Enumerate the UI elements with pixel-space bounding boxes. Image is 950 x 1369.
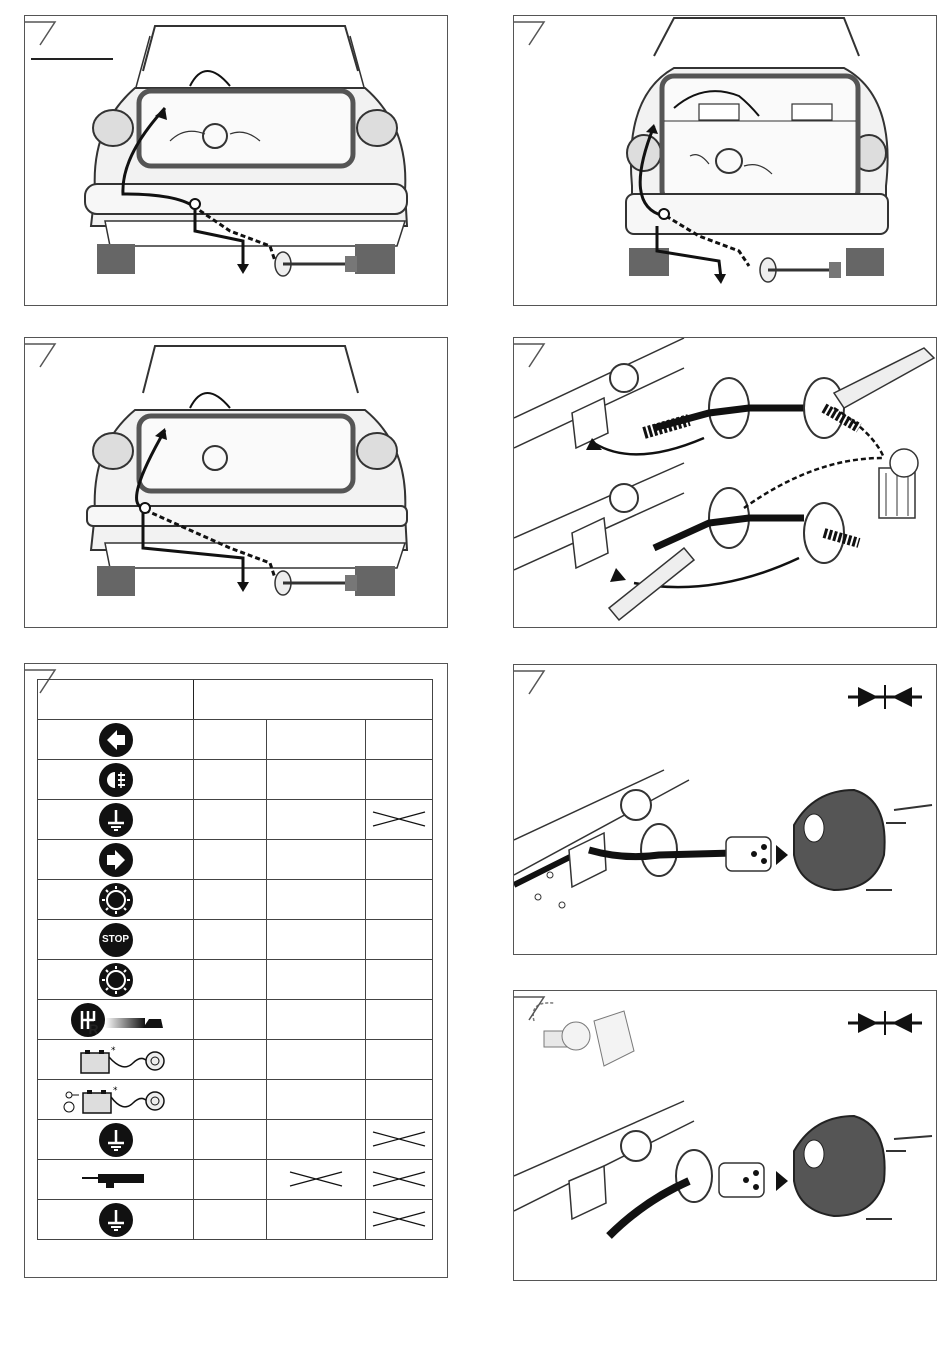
panel-socket-assembly-1 (513, 664, 937, 955)
table-cell-pin (194, 1200, 267, 1240)
car-rear-icon (514, 16, 937, 306)
table-cell-function (38, 800, 194, 840)
battery-ignition-power-icon (61, 1083, 171, 1117)
table-cell-pin (194, 1080, 267, 1120)
reverse-light-icon: R (71, 1003, 161, 1037)
table-cell-pin (194, 1040, 267, 1080)
table-cell-pin (267, 1040, 366, 1080)
right-turn-indicator-icon (99, 843, 133, 877)
table-cell-function (38, 960, 194, 1000)
table-row (38, 1040, 433, 1080)
table-cell-pin (366, 1080, 433, 1120)
left-turn-indicator-icon (99, 723, 133, 757)
table-cell-pin (267, 920, 366, 960)
not-applicable-cross-icon (371, 1170, 427, 1188)
battery-permanent-power-icon (61, 1043, 171, 1077)
table-row (38, 1160, 433, 1200)
table-header-row (38, 680, 433, 720)
ground-icon (99, 803, 133, 837)
panel-estate-routing (513, 15, 937, 306)
table-cell-function (38, 880, 194, 920)
table-cell-pin (267, 880, 366, 920)
table-cell-pin (366, 800, 433, 840)
table-cell-function (38, 1000, 194, 1040)
sensor-line-icon (76, 1165, 156, 1195)
table-cell-pin (366, 760, 433, 800)
table-cell-pin (267, 960, 366, 1000)
corner-tab-icon (514, 338, 564, 368)
table-cell-function (38, 720, 194, 760)
table-cell-pin (194, 720, 267, 760)
table-cell-function (38, 760, 194, 800)
table-cell-pin (267, 840, 366, 880)
socket-plate-icon (514, 338, 937, 628)
table-cell-pin (194, 960, 267, 1000)
table-cell-pin (366, 720, 433, 760)
table-cell-pin (267, 1120, 366, 1160)
compress-arrows-icon (848, 685, 922, 709)
table-row (38, 960, 433, 1000)
table-cell-function (38, 1120, 194, 1160)
table-cell-pin (366, 880, 433, 920)
table-row (38, 1120, 433, 1160)
table-cell-pin (366, 1200, 433, 1240)
table-cell-pin (267, 760, 366, 800)
table-cell-pin (267, 1200, 366, 1240)
table-cell-pin (194, 1120, 267, 1160)
corner-tab-icon (25, 338, 75, 368)
table-cell-function (38, 1200, 194, 1240)
ground-icon (99, 1123, 133, 1157)
left-tail-light-icon (99, 963, 133, 997)
table-cell-function (38, 1040, 194, 1080)
table-cell-pin (194, 760, 267, 800)
table-row (38, 840, 433, 880)
table-cell-pin (194, 800, 267, 840)
rear-fog-light-icon (99, 763, 133, 797)
wiring-table (37, 679, 433, 1240)
table-row (38, 720, 433, 760)
table-cell-pin (267, 1000, 366, 1040)
table-cell-pin (366, 1120, 433, 1160)
not-applicable-cross-icon (371, 810, 427, 828)
table-row (38, 800, 433, 840)
table-cell-pin (194, 920, 267, 960)
table-cell-pin (267, 1080, 366, 1120)
panel-hatchback-routing (24, 15, 448, 306)
table-cell-function (38, 920, 194, 960)
table-cell-pin (366, 920, 433, 960)
svg-text:*: * (110, 1045, 115, 1056)
table-row (38, 1200, 433, 1240)
table-cell-pin (194, 1160, 267, 1200)
panel-sedan-routing (24, 337, 448, 628)
table-row (38, 1080, 433, 1120)
table-cell-pin (194, 880, 267, 920)
car-rear-icon (25, 338, 448, 628)
table-cell-pin (366, 1000, 433, 1040)
table-row (38, 1000, 433, 1040)
not-applicable-cross-icon (371, 1210, 427, 1228)
table-cell-pin (366, 840, 433, 880)
table-row (38, 880, 433, 920)
corner-tab-icon (25, 16, 75, 46)
table-row (38, 760, 433, 800)
ground-icon (99, 1203, 133, 1237)
svg-text:*: * (112, 1085, 117, 1096)
table-cell-function (38, 840, 194, 880)
table-cell-function (38, 1160, 194, 1200)
panel-socket-plate (513, 337, 937, 628)
compress-arrows-icon (848, 1011, 922, 1035)
table-cell-pin (366, 1040, 433, 1080)
table-cell-pin (366, 1160, 433, 1200)
not-applicable-cross-icon (371, 1130, 427, 1148)
table-cell-pin (267, 720, 366, 760)
corner-tab-icon (514, 16, 564, 46)
table-cell-pin (194, 840, 267, 880)
car-rear-icon (25, 16, 448, 306)
table-row (38, 920, 433, 960)
corner-tab-icon (514, 991, 564, 1021)
panel-socket-assembly-2 (513, 990, 937, 1281)
corner-tab-icon (514, 665, 564, 695)
table-cell-pin (267, 1160, 366, 1200)
table-cell-pin (194, 1000, 267, 1040)
not-applicable-cross-icon (288, 1170, 344, 1188)
table-cell-pin (366, 960, 433, 1000)
stop-light-icon: STOP (99, 923, 133, 957)
socket-assembly-icon (514, 665, 937, 955)
right-tail-light-icon (99, 883, 133, 917)
table-cell-pin (267, 800, 366, 840)
socket-assembly-icon (514, 991, 937, 1281)
table-cell-function (38, 1080, 194, 1120)
